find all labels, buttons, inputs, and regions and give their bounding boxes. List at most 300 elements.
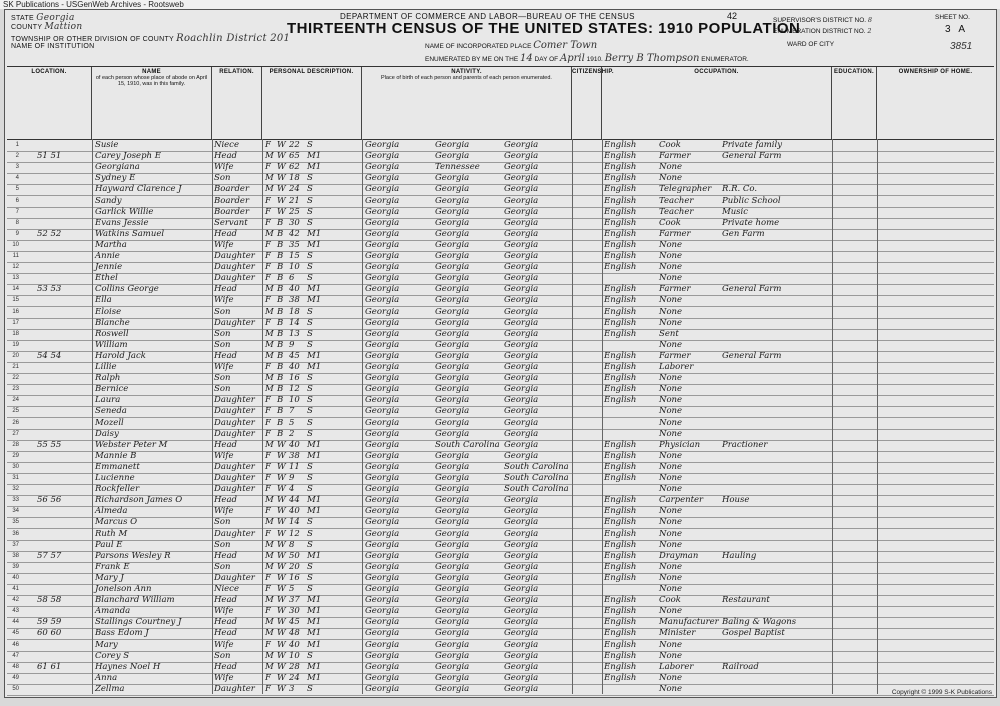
township-field: TOWNSHIP OR OTHER DIVISION OF COUNTY Roachlin District 201 — [11, 33, 291, 44]
age: 9 — [289, 473, 295, 483]
sex: M — [265, 284, 274, 295]
race: B — [277, 295, 284, 306]
person-name: Ruth M — [95, 528, 128, 539]
age: 3 — [289, 683, 295, 694]
occupation: None — [659, 273, 683, 284]
birthplace: Georgia — [365, 417, 400, 428]
dwelling-number: 57 57 — [37, 550, 62, 561]
county-field: COUNTY Mattion — [11, 22, 83, 32]
sex: M — [265, 306, 274, 317]
industry: Practioner — [722, 439, 768, 450]
age: 40 — [289, 284, 300, 295]
relation: Daughter — [214, 428, 255, 439]
sex: F — [265, 317, 271, 328]
race: W — [277, 672, 286, 683]
relation: Son — [214, 339, 231, 350]
birthplace: Georgia — [365, 173, 400, 184]
language: English — [604, 162, 637, 173]
birthplace: Georgia — [365, 450, 400, 461]
birthplace: Georgia — [365, 639, 400, 650]
occupation: Manufacturer — [659, 617, 719, 628]
industry — [722, 462, 802, 473]
person-name: Blanche — [95, 317, 130, 328]
race: B — [277, 373, 284, 384]
age: 48 — [289, 628, 300, 639]
relation: Daughter — [214, 251, 255, 261]
father-birthplace: Georgia — [435, 484, 470, 495]
sex: F — [265, 473, 271, 483]
row-number: 45 — [12, 630, 19, 637]
birthplace: Georgia — [365, 239, 400, 250]
mother-birthplace: Georgia — [504, 584, 539, 594]
industry — [722, 506, 802, 517]
industry — [722, 673, 802, 684]
age: 50 — [289, 550, 300, 561]
race: W — [277, 173, 286, 184]
father-birthplace: Georgia — [435, 384, 470, 395]
language — [604, 584, 656, 595]
dwelling-number: 56 56 — [37, 495, 62, 506]
father-birthplace: Georgia — [435, 528, 470, 539]
marital-status: S — [307, 428, 313, 439]
relation: Son — [214, 517, 231, 528]
marital-status: S — [307, 206, 313, 217]
ed-field: ENUMERATION DISTRICT NO. 2 — [773, 27, 872, 35]
person-name: Richardson James O — [95, 495, 183, 506]
relation: Head — [214, 595, 237, 606]
industry — [722, 640, 802, 651]
occupation: None — [659, 373, 683, 384]
marital-status: M1 — [307, 162, 322, 173]
birthplace: Georgia — [365, 362, 400, 372]
marital-status: M1 — [307, 628, 322, 639]
birthplace: Georgia — [365, 184, 400, 195]
father-birthplace: Georgia — [435, 572, 470, 583]
birthplace: Georgia — [365, 373, 400, 384]
sex: F — [265, 273, 271, 284]
relation: Head — [214, 228, 237, 239]
row-number: 3 — [15, 164, 19, 171]
mother-birthplace: Georgia — [504, 162, 539, 173]
marital-status: M1 — [307, 151, 322, 162]
age: 14 — [289, 317, 300, 328]
sex: M — [265, 350, 274, 361]
age: 40 — [289, 639, 300, 650]
dwelling-number — [37, 517, 87, 528]
language: English — [604, 328, 637, 339]
father-birthplace: Georgia — [435, 561, 470, 572]
age: 40 — [289, 506, 300, 517]
person-name: Eloise — [95, 306, 122, 317]
marital-status: S — [307, 650, 313, 661]
marital-status: S — [307, 140, 313, 150]
mother-birthplace: Georgia — [504, 617, 539, 628]
sex: M — [265, 539, 274, 550]
marital-status: S — [307, 539, 313, 550]
mother-birthplace: Georgia — [504, 628, 539, 639]
birthplace: Georgia — [365, 473, 400, 483]
language: English — [604, 151, 637, 162]
dwelling-number — [37, 329, 87, 340]
language: English — [604, 639, 637, 650]
race: W — [277, 528, 286, 539]
sex: F — [265, 506, 271, 517]
father-birthplace: Georgia — [435, 339, 470, 350]
age: 44 — [289, 495, 300, 506]
birthplace: Georgia — [365, 539, 400, 550]
age: 45 — [289, 350, 300, 361]
marital-status: S — [307, 572, 313, 583]
sex: F — [265, 528, 271, 539]
mother-birthplace: Georgia — [504, 661, 539, 672]
age: 28 — [289, 661, 300, 672]
language: English — [604, 572, 637, 583]
mother-birthplace: Georgia — [504, 140, 539, 150]
person-name: Frank E — [95, 561, 130, 572]
relation: Head — [214, 661, 237, 672]
row-number: 43 — [12, 608, 19, 615]
birthplace: Georgia — [365, 661, 400, 672]
row-number: 50 — [12, 685, 19, 692]
mother-birthplace: Georgia — [504, 595, 539, 606]
age: 16 — [289, 373, 300, 384]
person-name: Watkins Samuel — [95, 228, 165, 239]
language: English — [604, 539, 637, 550]
place-field: NAME OF INCORPORATED PLACE Comer Town — [425, 40, 598, 51]
industry — [722, 429, 802, 440]
mother-birthplace: Georgia — [504, 206, 539, 217]
sex: F — [265, 395, 271, 406]
mother-birthplace: Georgia — [504, 184, 539, 195]
row-number: 32 — [12, 486, 19, 493]
language: English — [604, 195, 637, 206]
language: English — [604, 384, 637, 395]
race: W — [277, 561, 286, 572]
occupation: None — [659, 473, 683, 483]
sex: M — [265, 151, 274, 162]
sex: M — [265, 550, 274, 561]
father-birthplace: Georgia — [435, 539, 470, 550]
age: 62 — [289, 162, 300, 173]
person-name: Garlick Willie — [95, 206, 154, 217]
language — [604, 429, 656, 440]
race: B — [277, 239, 284, 250]
father-birthplace: Georgia — [435, 617, 470, 628]
race: W — [277, 151, 286, 162]
race: B — [277, 339, 284, 350]
sex: F — [265, 606, 271, 617]
col-nativity: NATIVITY. Place of birth of each person and parents of each person enumerated. — [362, 67, 572, 139]
row-number: 14 — [12, 286, 19, 293]
industry: Hauling — [722, 550, 757, 561]
mother-birthplace: Georgia — [504, 284, 539, 295]
language: English — [604, 528, 637, 539]
father-birthplace: Georgia — [435, 140, 470, 150]
row-number: 31 — [12, 475, 19, 481]
row-number: 13 — [12, 275, 19, 282]
marital-status: M1 — [307, 228, 322, 239]
relation: Daughter — [214, 528, 255, 539]
person-name: Marcus O — [95, 517, 138, 528]
industry — [722, 362, 802, 373]
row-number: 22 — [12, 375, 19, 382]
marital-status: M1 — [307, 450, 322, 461]
row-number: 4 — [15, 175, 19, 182]
row-number: 12 — [12, 264, 19, 271]
marital-status: M1 — [307, 550, 322, 561]
occupation: None — [659, 461, 683, 472]
sex: M — [265, 373, 274, 384]
mother-birthplace: Georgia — [504, 406, 539, 417]
dwelling-number — [37, 462, 87, 473]
sex: F — [265, 584, 271, 594]
dwelling-number — [37, 606, 87, 617]
row-number: 15 — [12, 297, 19, 304]
industry — [722, 584, 802, 595]
column-rule — [92, 139, 93, 694]
language — [604, 273, 656, 284]
row-number: 35 — [12, 519, 19, 526]
language: English — [604, 140, 637, 150]
mother-birthplace: Georgia — [504, 317, 539, 328]
marital-status: M1 — [307, 595, 322, 606]
occupation: Cook — [659, 595, 681, 606]
occupation: Telegrapher — [659, 184, 712, 195]
birthplace: Georgia — [365, 461, 400, 472]
industry: Railroad — [722, 661, 759, 672]
race: B — [277, 273, 284, 284]
birthplace: Georgia — [365, 262, 400, 273]
row-number: 33 — [12, 497, 19, 504]
birthplace: Georgia — [365, 306, 400, 317]
birthplace: Georgia — [365, 439, 400, 450]
language: English — [604, 317, 637, 328]
industry: General Farm — [722, 350, 782, 361]
industry — [722, 517, 802, 528]
sex: M — [265, 661, 274, 672]
marital-status: S — [307, 406, 313, 417]
relation: Daughter — [214, 417, 255, 428]
marital-status: M1 — [307, 495, 322, 506]
supervisor-field: SUPERVISOR'S DISTRICT NO. 8 — [773, 16, 873, 24]
birthplace: Georgia — [365, 140, 400, 150]
race: W — [277, 484, 286, 495]
marital-status: M1 — [307, 672, 322, 683]
dwelling-number: 60 60 — [37, 628, 62, 639]
language: English — [604, 517, 637, 528]
column-rule — [212, 139, 213, 694]
marital-status: S — [307, 173, 313, 184]
sex: M — [265, 595, 274, 606]
language: English — [604, 461, 637, 472]
relation: Wife — [214, 639, 234, 650]
mother-birthplace: Georgia — [504, 384, 539, 395]
age: 10 — [289, 262, 300, 273]
relation: Daughter — [214, 461, 255, 472]
race: B — [277, 306, 284, 317]
father-birthplace: Georgia — [435, 195, 470, 206]
industry: Public School — [722, 195, 781, 206]
mother-birthplace: South Carolina — [504, 473, 569, 483]
col-education: EDUCATION. — [832, 67, 877, 139]
age: 2 — [289, 428, 295, 439]
relation: Niece — [214, 140, 239, 150]
occupation: None — [659, 606, 683, 617]
dwelling-number — [37, 207, 87, 218]
father-birthplace: Georgia — [435, 461, 470, 472]
industry — [722, 384, 802, 395]
marital-status: S — [307, 273, 313, 284]
row-number: 37 — [12, 541, 19, 548]
sex: M — [265, 517, 274, 528]
age: 11 — [289, 461, 300, 472]
sex: F — [265, 362, 271, 372]
occupation: Farmer — [659, 284, 691, 295]
person-name: Mary J — [95, 572, 124, 583]
occupation: None — [659, 484, 683, 495]
relation: Wife — [214, 362, 234, 372]
sex: M — [265, 628, 274, 639]
relation: Head — [214, 628, 237, 639]
column-rule — [572, 139, 573, 694]
dwelling-number — [37, 484, 87, 495]
row-number: 18 — [12, 330, 19, 337]
row-number: 2 — [15, 153, 19, 160]
marital-status: S — [307, 473, 313, 483]
occupation: None — [659, 251, 683, 261]
census-table — [7, 66, 994, 697]
row-number: 23 — [12, 386, 19, 393]
relation: Boarder — [214, 206, 250, 217]
occupation: None — [659, 561, 683, 572]
age: 25 — [289, 206, 300, 217]
race: W — [277, 550, 286, 561]
relation: Son — [214, 173, 231, 184]
person-name: Evans Jessie — [95, 217, 149, 228]
race: W — [277, 595, 286, 606]
marital-status: S — [307, 384, 313, 395]
birthplace: Georgia — [365, 151, 400, 162]
mother-birthplace: Georgia — [504, 395, 539, 406]
sex: M — [265, 561, 274, 572]
sex: F — [265, 572, 271, 583]
age: 16 — [289, 572, 300, 583]
age: 24 — [289, 184, 300, 195]
birthplace: Georgia — [365, 484, 400, 495]
race: W — [277, 639, 286, 650]
marital-status: S — [307, 317, 313, 328]
dwelling-number — [37, 196, 87, 207]
relation: Head — [214, 284, 237, 295]
birthplace: Georgia — [365, 295, 400, 306]
father-birthplace: Georgia — [435, 683, 470, 694]
relation: Head — [214, 495, 237, 506]
occupation: Minister — [659, 628, 696, 639]
father-birthplace: Georgia — [435, 251, 470, 261]
language — [604, 684, 656, 695]
race: W — [277, 461, 286, 472]
birthplace: Georgia — [365, 395, 400, 406]
mother-birthplace: Georgia — [504, 239, 539, 250]
person-name: Lucienne — [95, 473, 135, 483]
race: W — [277, 184, 286, 195]
copyright-notice: Copyright © 1999 S-K Publications — [891, 689, 992, 696]
father-birthplace: Georgia — [435, 228, 470, 239]
occupation: None — [659, 506, 683, 517]
birthplace: Georgia — [365, 273, 400, 284]
relation: Wife — [214, 450, 234, 461]
birthplace: Georgia — [365, 350, 400, 361]
dwelling-number — [37, 140, 87, 151]
person-name: Paul E — [95, 539, 123, 550]
row-number: 46 — [12, 641, 19, 648]
relation: Head — [214, 151, 237, 162]
industry — [722, 307, 802, 318]
race: W — [277, 517, 286, 528]
industry — [722, 395, 802, 406]
person-name: Ralph — [95, 373, 121, 384]
mother-birthplace: Georgia — [504, 228, 539, 239]
person-name: Blanchard William — [95, 595, 175, 606]
father-birthplace: Georgia — [435, 306, 470, 317]
language: English — [604, 217, 637, 228]
dwelling-number — [37, 473, 87, 484]
dwelling-number: 55 55 — [37, 439, 62, 450]
occupation: None — [659, 517, 683, 528]
birthplace: Georgia — [365, 506, 400, 517]
race: W — [277, 140, 286, 150]
person-name: Sydney E — [95, 173, 136, 184]
language: English — [604, 561, 637, 572]
mother-birthplace: Georgia — [504, 373, 539, 384]
age: 30 — [289, 217, 300, 228]
dwelling-number — [37, 318, 87, 329]
race: W — [277, 439, 286, 450]
mother-birthplace: Georgia — [504, 295, 539, 306]
birthplace: Georgia — [365, 228, 400, 239]
father-birthplace: Georgia — [435, 661, 470, 672]
language: English — [604, 506, 637, 517]
row-number: 6 — [15, 197, 19, 204]
institution-field: NAME OF INSTITUTION — [11, 43, 95, 50]
sex: F — [265, 417, 271, 428]
dwelling-number — [37, 262, 87, 273]
marital-status: S — [307, 528, 313, 539]
occupation: Cook — [659, 217, 681, 228]
industry — [722, 651, 802, 662]
language: English — [604, 495, 637, 506]
mother-birthplace: Georgia — [504, 251, 539, 261]
age: 7 — [289, 406, 295, 417]
mother-birthplace: Georgia — [504, 606, 539, 617]
birthplace: Georgia — [365, 406, 400, 417]
race: W — [277, 473, 286, 483]
sex: F — [265, 461, 271, 472]
relation: Servant — [214, 217, 248, 228]
person-name: Parsons Wesley R — [95, 550, 171, 561]
birthplace: Georgia — [365, 195, 400, 206]
person-name: Mannie B — [95, 450, 137, 461]
sheet-field: SHEET NO. — [935, 14, 970, 21]
sex: F — [265, 239, 271, 250]
father-birthplace: South Carolina — [435, 439, 500, 450]
person-name: Harold Jack — [95, 350, 146, 361]
mother-birthplace: Georgia — [504, 173, 539, 184]
birthplace: Georgia — [365, 584, 400, 594]
dwelling-number: 52 52 — [37, 228, 62, 239]
person-name: Daisy — [95, 428, 119, 439]
race: B — [277, 328, 284, 339]
